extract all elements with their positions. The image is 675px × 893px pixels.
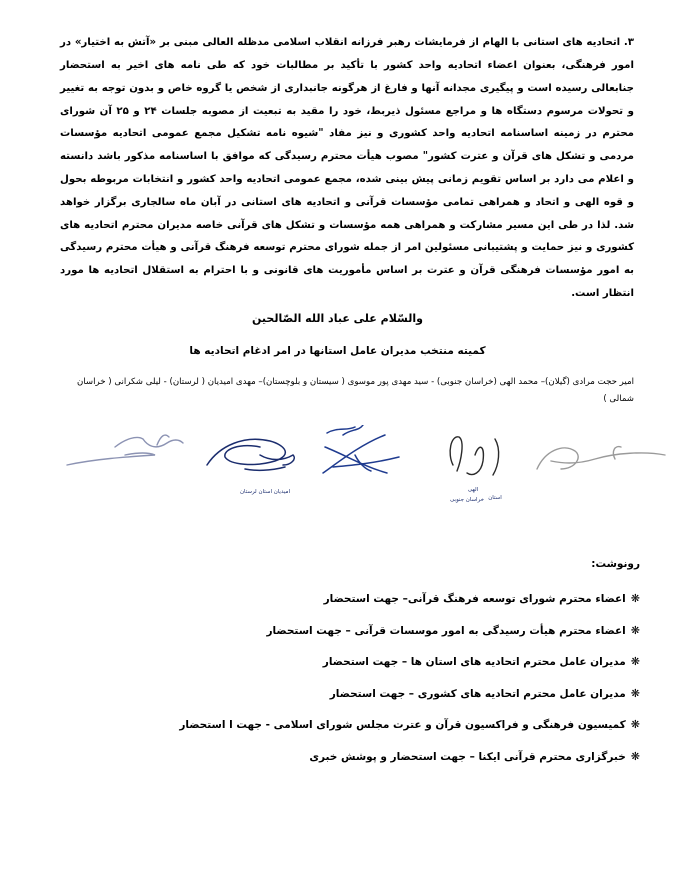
signatures-svg (55, 425, 675, 520)
cc-item (120, 590, 640, 622)
signature-moradi (537, 447, 665, 469)
elahi-caption-3: خراسان جنوبی (449, 497, 485, 503)
letter-paragraph: ۳. اتحادیه های استانی با الهام از فرمایشات رهبر فرزانه انقلاب اسلامی مدظله العالی مبنی بر «آتش به اختیار» در امور فرهنگی، بعنوان اعضاء اتحادیه واحد کشور با تأکید بر مطالبات خود که طی نامه های اخیر به استحضار جنابعالی رسیده است و پیگیری مجدانه آنها و فارغ از هرگونه جانبداری از شخص یا گروه خاص و بدون توجه به تغییر و تحولات مرسوم دستگاه ها و مراجع مسئول ذیربط، خود را مقید به تبعیت از مصوبه جلسات ۲۴ و ۲۵ آن شورای محترم در زمینه اساسنامه اتحادیه واحد کشوری و نیز مفاد "شیوه نامه تشکیل مجمع عمومی اتحادیه مؤسسات مردمی و تشکل های قرآن و عترت کشور" مصوب هیأت محترم رسیدگی که موافق با اساسنامه مذکور باشد دانسته و اعلام می دارد بر اساس تقویم زمانی پیش بینی شده، مجمع عمومی اتحادیه واحد کشور و انتخابات مربوطه بحول و قوه الهی و اتحاد و همراهی تمامی مؤسسات قرآنی و اتحادیه های استانی در آبان ماه سالجاری برگزار خواهد شد. لذا در طی این مسیر مشارکت و همراهی همه مؤسسات و تشکل های قرآنی خاصه مدیران محترم اتحادیه های کشوری و نیز حمایت و پشتیبانی مسئولین امر از جمله شورای محترم توسعه فرهنگ قرآنی و هیأت محترم رسیدگی به امور مؤسسات فرهنگی قرآن و عترت بر اساس مأموریت های قانونی و با احترام به استقلال اتحادیه ها مورد انتظار است. (60, 37, 634, 299)
flower-bullet-icon: ❋ (630, 623, 640, 637)
flower-bullet-icon: ❋ (630, 592, 640, 605)
flower-bullet-icon: ❋ (630, 686, 640, 700)
elahi-caption-1: الهی (467, 487, 479, 493)
cc-item-text: کمیسیون فرهنگی و فراکسیون قرآن و عترت مجلس شورای اسلامی - جهت ا استحضار (179, 719, 626, 731)
flower-bullet-icon: ❋ (630, 749, 640, 763)
cc-title: رونوشت: (591, 558, 640, 570)
cc-list (120, 590, 640, 779)
signature-shokrani (67, 435, 183, 465)
cc-item (120, 685, 640, 717)
signatures-area (55, 425, 675, 520)
cc-item (120, 653, 640, 685)
flower-bullet-icon: ❋ (630, 718, 640, 731)
signers-list: امیر حجت مرادی (گیلان)– محمد الهی (خراسان جنوبی) - سید مهدی پور موسوی ( سیستان و بلوچستان)– مهدی امیدیان ( لرستان) - لیلی شکرانی ( خراسان شمالی ) (76, 377, 634, 404)
signature-elahi (450, 437, 499, 475)
cc-item-text: مدیران عامل محترم اتحادیه های استان ها – جهت استحضار (322, 656, 626, 668)
cc-item-text: اعضاء محترم شورای توسعه فرهنگ قرآنی– جهت استحضار (323, 593, 626, 605)
cc-item (120, 716, 640, 748)
elahi-caption-2: استان (488, 495, 502, 501)
cc-item (120, 622, 640, 654)
cc-item-text: اعضاء محترم هیأت رسیدگی به امور موسسات قرآنی – جهت استحضار (266, 624, 626, 637)
signature-pour-mousavi (323, 425, 399, 473)
signature-omidian (207, 439, 294, 470)
cc-item-text: خبرگزاری محترم قرآنی ایکنا – جهت استحضار و پوشش خبری (309, 750, 626, 763)
flower-bullet-icon: ❋ (630, 655, 640, 668)
cc-item (120, 748, 640, 780)
salutation: والسّلام علی عباد الله الصّالحین (252, 312, 423, 325)
committee-title: کمیته منتخب مدیران عامل استانها در امر ادغام اتحادیه ها (189, 345, 486, 357)
cc-item-text: مدیران عامل محترم اتحادیه های کشوری – جهت استحضار (329, 687, 626, 700)
omidian-caption: امیدیان استان لرستان (240, 489, 290, 495)
